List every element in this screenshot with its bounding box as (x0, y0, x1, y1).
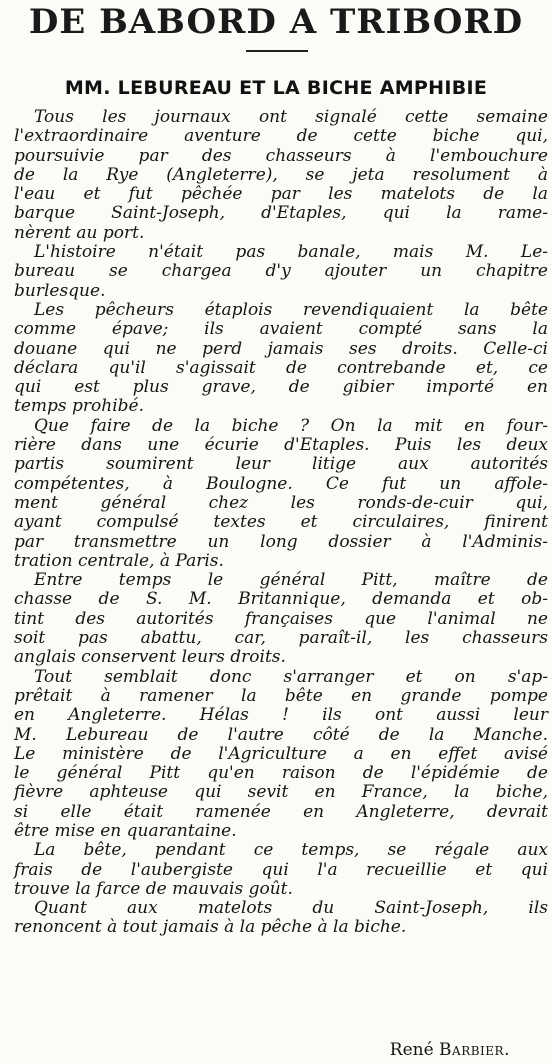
article-line: L'histoire n'était pas banale, mais M. Le- (34, 242, 548, 263)
article-line: le général Pitt qu'en raison de l'épidémie de (14, 763, 548, 784)
article-line: ayant compulsé textes et circulaires, finirent (14, 512, 548, 533)
article-line: temps prohibé. (14, 396, 144, 417)
article-line: être mise en quarantaine. (14, 820, 237, 841)
article-line: renoncent à tout jamais à la pêche à la biche. (14, 917, 407, 938)
article-line: poursuivie par des chasseurs à l'embouchure (14, 145, 548, 166)
article-line: déclara qu'il s'agissait de contrebande et, ce (14, 357, 548, 378)
article-line: frais de l'aubergiste qui l'a recueillie et qui (14, 859, 548, 880)
article-line: prêtait à ramener la bête en grande pompe (14, 685, 548, 706)
article-line: Le ministère de l'Agriculture a en effet avisé (14, 743, 548, 764)
article-line: en Angleterre. Hélas ! ils ont aussi leur (14, 705, 548, 726)
article-line: l'eau et fut pêchée par les matelots de la (14, 184, 548, 205)
article-line: l'extraordinaire aventure de cette biche qui, (14, 126, 548, 147)
article-line: tration centrale, à Paris. (14, 550, 224, 571)
article-line: tint des autorités françaises que l'animal ne (14, 608, 548, 629)
article-line: Tout semblait donc s'arranger et on s'ap- (34, 666, 548, 687)
article-line: par transmettre un long dossier à l'Adminis- (14, 531, 548, 552)
article-line: compétentes, à Boulogne. Ce fut un affole- (14, 473, 548, 494)
author-signature (390, 1040, 510, 1060)
article-line: La bête, pendant ce temps, se régale aux (34, 840, 548, 861)
author-first-name: René (389, 1040, 434, 1060)
article-headline: MM. LEBUREAU ET LA BICHE AMPHIBIE (64, 77, 488, 99)
article-line: partis soumirent leur litige aux autorités (14, 454, 548, 475)
article-line: rière dans une écurie d'Etaples. Puis les deux (14, 435, 548, 456)
author-last-name: Barbier. (439, 1040, 510, 1060)
column-masthead: DE BABORD A TRIBORD (28, 2, 524, 42)
article-line: si elle était ramenée en Angleterre, devrait (14, 801, 548, 822)
article-line: barque Saint-Joseph, d'Etaples, qui la rame- (14, 203, 548, 224)
article-body (14, 108, 548, 938)
article-line: trouve la farce de mauvais goût. (14, 878, 293, 899)
article-line: M. Lebureau de l'autre côté de la Manche. (14, 724, 548, 745)
article-line: bureau se chargea d'y ajouter un chapitre (14, 261, 548, 282)
article-line: soit pas abattu, car, paraît-il, les chasseurs (14, 628, 548, 649)
article-line: Que faire de la biche ? On la mit en four- (34, 415, 548, 436)
article-line: qui est plus grave, de gibier importé en (14, 377, 548, 398)
masthead-divider (246, 50, 308, 52)
article-line: Quant aux matelots du Saint-Joseph, ils (34, 898, 548, 919)
article-line: douane qui ne perd jamais ses droits. Celle-ci (14, 338, 548, 359)
article-line: comme épave; ils avaient compté sans la (14, 319, 548, 340)
article-line: anglais conservent leurs droits. (14, 647, 286, 668)
article-line: burlesque. (14, 280, 106, 301)
article-line: Les pêcheurs étaplois revendiquaient la bête (34, 299, 548, 320)
article-line: Entre temps le général Pitt, maître de (34, 570, 548, 591)
article-line: Tous les journaux ont signalé cette semaine (34, 107, 548, 127)
article-line: ment général chez les ronds-de-cuir qui, (14, 492, 548, 513)
article-line: fièvre aphteuse qui sevit en France, la biche, (14, 782, 548, 803)
article-line: chasse de S. M. Britannique, demanda et ob- (14, 589, 548, 610)
article-line: de la Rye (Angleterre), se jeta resolument à (14, 164, 548, 185)
article-line: nèrent au port. (14, 222, 145, 243)
